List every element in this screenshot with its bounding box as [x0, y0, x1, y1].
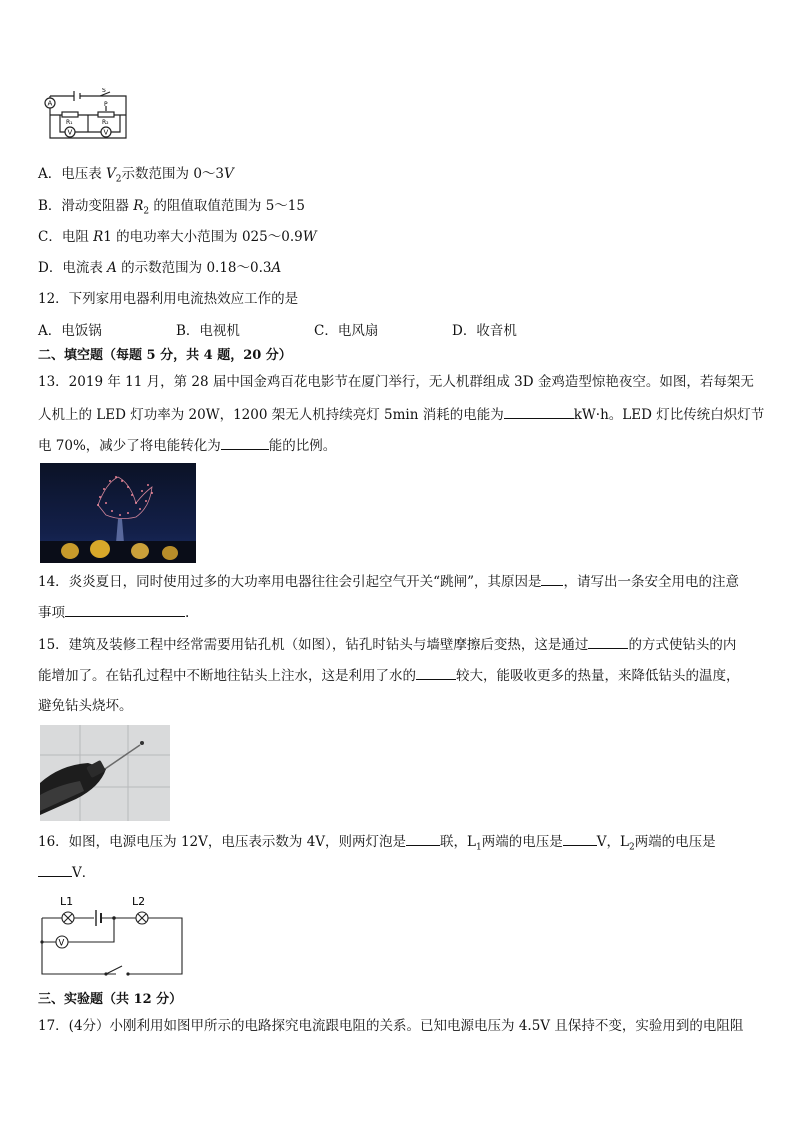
q16-blank-connection[interactable]	[406, 831, 440, 846]
q13-blank-form[interactable]	[221, 435, 269, 450]
q11-option-b: B．滑动变阻器 $R_2$ 的阻值取值范围为 5～15	[38, 198, 305, 217]
q13-blank-energy[interactable]	[504, 404, 574, 419]
q11-circuit-diagram	[40, 88, 132, 146]
q14-line-1: 14．炎炎夏日，同时使用过多的大功率用电器往往会引起空气开关“跳闸”，其原因是 ，请写出一条安全用电的注意	[38, 571, 739, 592]
q16-line-1: 16．如图，电源电压为 12V，电压表示数为 4V，则两灯泡是 联，$L_1$两端的电压是 V，$L_2$两端的电压是	[38, 831, 716, 858]
q16-blank-l2-voltage[interactable]	[38, 862, 72, 877]
q12-stem: 12．下列家用电器利用电流热效应工作的是	[38, 291, 299, 307]
q15-blank-method[interactable]	[588, 634, 628, 649]
q16-circuit-diagram	[36, 892, 188, 978]
q15-line-2: 能增加了。在钻孔过程中不断地往钻头上注水，这是利用了水的 较大，能吸收更多的热量，来降低钻头的温度，	[38, 665, 740, 686]
q11-switch-label: S	[102, 88, 106, 94]
q11-v2-label: V	[103, 128, 109, 137]
q11-ammeter-label: A	[47, 99, 53, 108]
q11-r2-label: R₂	[102, 119, 109, 126]
q12-option-a: A．电饭锅	[38, 323, 102, 339]
q13-line-1: 13．2019 年 11 月，第 28 届中国金鸡百花电影节在厦门举行，无人机群组成 3D 金鸡造型惊艳夜空。如图，若每架无	[38, 374, 754, 390]
q12-option-d: D．收音机	[452, 323, 517, 339]
section-2-heading: 二、填空题（每题 5 分，共 4 题，20 分）	[38, 348, 292, 363]
q16-blank-l1-voltage[interactable]	[563, 831, 597, 846]
q15-line-1: 15．建筑及装修工程中经常需要用钻孔机（如图），钻孔时钻头与墙壁摩擦后变热，这是通过 的方式使钻头的内	[38, 634, 736, 655]
q15-blank-property[interactable]	[416, 665, 456, 680]
q11-v1-label: V	[67, 128, 73, 137]
q16-voltmeter-label: V	[58, 938, 65, 949]
q13-line-3: 电 70%，减少了将电能转化为 能的比例。	[38, 435, 336, 456]
q13-line-2: 人机上的 LED 灯功率为 20W，1200 架无人机持续亮灯 5min 消耗的电能为 kW·h。LED 灯比传统白炽灯节	[38, 404, 764, 425]
q16-l1-label: L1	[60, 895, 74, 908]
q11-option-d: D．电流表 A 的示数范围为 0.18～0.3A	[38, 260, 282, 276]
q11-r1-label: R₁	[66, 119, 73, 126]
q11-option-a: A．电压表 $V_2$示数范围为 0～3V	[38, 166, 234, 185]
q14-blank-safety[interactable]	[65, 602, 185, 617]
q14-blank-reason[interactable]	[541, 571, 563, 586]
q11-option-c: C．电阻 R1 的电功率大小范围为 025～0.9W	[38, 229, 317, 245]
drone-show-photo	[40, 463, 196, 563]
section-3-heading: 三、实验题（共 12 分）	[38, 992, 183, 1007]
q12-option-c: C．电风扇	[314, 323, 379, 339]
q15-line-3: 避免钻头烧坏。	[38, 698, 133, 714]
q14-line-2: 事项 .	[38, 602, 189, 623]
q16-l2-label: L2	[132, 895, 146, 908]
q12-option-b: B．电视机	[176, 323, 240, 339]
q16-line-2: V．	[38, 862, 95, 883]
q11-p-label: P	[104, 101, 108, 108]
q17-line-1: 17．(4分）小刚利用如图甲所示的电路探究电流跟电阻的关系。已知电源电压为 4.5V 且保持不变，实验用到的电阻阻	[38, 1018, 744, 1034]
drill-photo	[40, 725, 170, 821]
